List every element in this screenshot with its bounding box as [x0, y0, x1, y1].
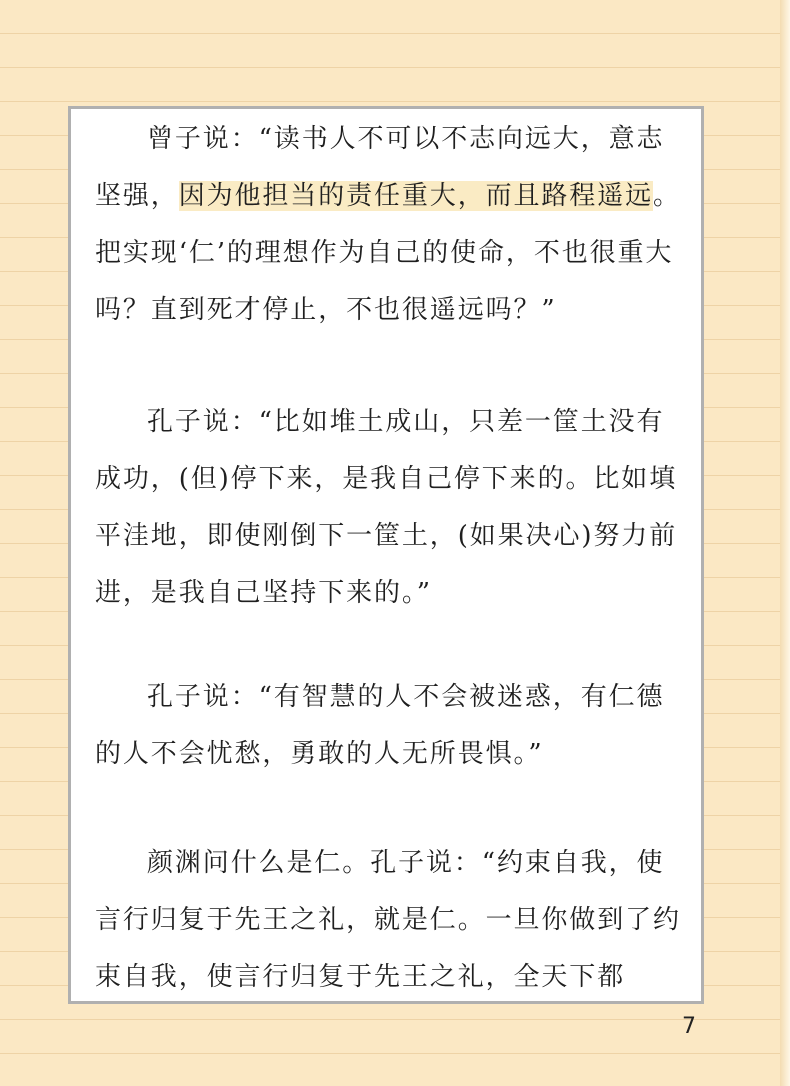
paragraph-1-text-a: 曾子说：“读书人不可以不志向远大，意志坚强， — [95, 124, 665, 211]
paragraph-1 — [95, 111, 691, 339]
paragraph-4 — [95, 835, 691, 1006]
text-box — [68, 106, 704, 1004]
paragraph-2 — [95, 394, 691, 622]
paragraph-2-text: 孔子说：“比如堆土成山，只差一筐土没有成功，(但)停下来，是我自己停下来的。比如填平洼地，即使刚倒下一筐土，(如果决心)努力前进，是我自己坚持下来的。” — [95, 407, 678, 608]
paragraph-3 — [95, 669, 691, 783]
highlighted-phrase: 因为他担当的责任重大，而且路程遥远 — [178, 181, 654, 211]
paragraph-4-text: 颜渊问什么是仁。孔子说：“约束自我，使言行归复于先王之礼，就是仁。一旦你做到了约束自我，使言行归复于先王之礼，全天下都 — [95, 848, 681, 992]
paragraph-3-text: 孔子说：“有智慧的人不会被迷惑，有仁德的人不会忧愁，勇敢的人无所畏惧。” — [95, 682, 665, 769]
paragraph-1-text-b: 。把实现‘仁’的理想作为自己的使命，不也很重大吗？直到死才停止，不也很遥远吗？” — [95, 181, 681, 325]
page-edge — [780, 0, 790, 1086]
page-number: 7 — [682, 1014, 696, 1039]
